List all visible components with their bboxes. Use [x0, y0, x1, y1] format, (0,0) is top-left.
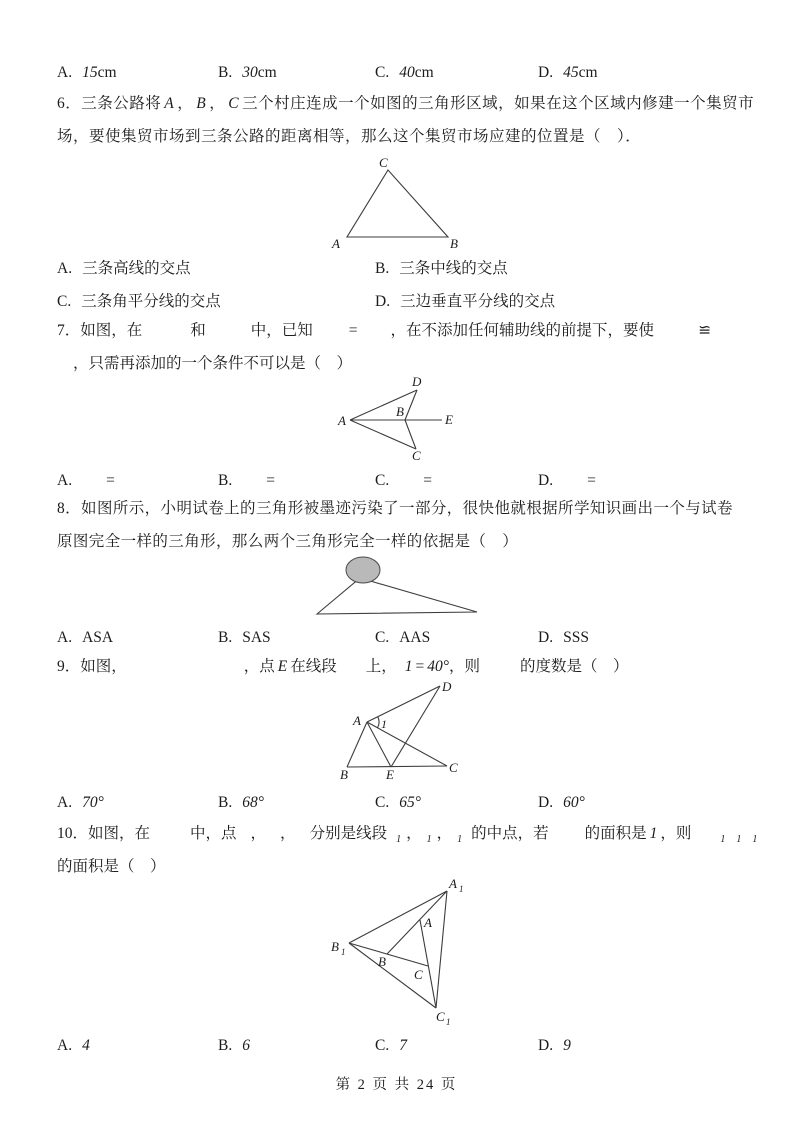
q9-text: 在线段 [290, 658, 337, 675]
q7-option-d [538, 470, 596, 492]
option-letter: C. [375, 794, 390, 811]
option-value: 70° [82, 794, 104, 811]
q8-option-b [218, 627, 271, 649]
q7-text: 和 [190, 322, 206, 339]
triangle-abc [347, 170, 448, 237]
q6-text: 6．三条公路将 [57, 95, 162, 112]
q7-option-c [375, 470, 432, 492]
option-value: 45 [563, 64, 579, 81]
page-footer: 第 2 页 共 24 页 [335, 1077, 458, 1093]
subscript-1: 1 [396, 834, 402, 845]
q9-text: 9．如图， [57, 658, 127, 675]
segment-a1b [387, 891, 447, 954]
blank [397, 669, 405, 671]
vertex-label-e: E [445, 412, 453, 427]
blank [237, 836, 251, 838]
option-value: 40 [399, 64, 415, 81]
q7-options-row [0, 470, 793, 492]
option-letter: C. [375, 64, 390, 81]
vertex-label-b: B [450, 236, 458, 251]
option-letter: A. [57, 64, 73, 81]
q7-text-line1 [57, 320, 711, 342]
comma: ， [436, 825, 453, 842]
angle-1-ref: 1 [404, 658, 413, 675]
q6-option-d [375, 291, 555, 313]
equals-sign: = [587, 472, 596, 489]
option-text: 三条角平分线的交点 [81, 293, 221, 310]
option-value: 65° [399, 794, 421, 811]
vertex-label-a1: A [449, 876, 457, 891]
option-unit: cm [257, 64, 277, 81]
q9-option-b [218, 792, 264, 814]
q6-text-line1 [57, 93, 754, 115]
vertex-label-c: C [414, 967, 423, 982]
option-text: SAS [242, 629, 271, 646]
option-letter: D. [538, 794, 554, 811]
blank [313, 333, 349, 335]
q9-text: 的度数是（ ） [520, 658, 629, 675]
option-letter: C. [375, 1037, 390, 1054]
q6-text: 三个村庄连成一个如图的三角形区域，如果在这个区域内修建一个集贸市 [242, 95, 755, 112]
q9-option-d [538, 792, 585, 814]
q10-text: ，则 [660, 825, 692, 842]
q10-text-line1 [57, 823, 758, 847]
equals-sign: = [423, 472, 432, 489]
congruent-sign: ≌ [698, 322, 712, 339]
option-letter: D. [375, 293, 391, 310]
vertex-label-c1: C [436, 1009, 445, 1024]
q10-option-d [538, 1035, 571, 1057]
option-letter: A. [57, 794, 73, 811]
q9-option-a [57, 792, 104, 814]
subscript-1: 1 [752, 834, 758, 845]
segment-a1b1 [349, 891, 447, 943]
option-letter: B. [218, 472, 233, 489]
blank [742, 836, 751, 838]
q10-option-b [218, 1035, 250, 1057]
q6-text-line2: 场，要使集贸市场到三条公路的距离相等，那么这个集贸市场应建的位置是（ ）． [57, 128, 642, 145]
q6-option-b [375, 258, 508, 280]
blank [296, 836, 310, 838]
option-text: 三边垂直平分线的交点 [400, 293, 556, 310]
q10-text: 10．如图，在 [57, 825, 151, 842]
subscript-1: 1 [720, 834, 726, 845]
blank [266, 836, 280, 838]
vertex-label-a: A [332, 236, 340, 251]
option-letter: A. [57, 472, 73, 489]
comma: ， [280, 825, 296, 842]
segment-b1c1 [349, 943, 436, 1008]
option-letter: C. [57, 293, 72, 310]
q5-options-row [0, 62, 793, 84]
blank [387, 836, 395, 838]
q10-text: 的中点，若 [471, 825, 549, 842]
segment-c1a1 [436, 891, 447, 1008]
vertex-label-d: D [442, 679, 452, 694]
q6-options-row1 [0, 258, 793, 280]
blank [337, 669, 366, 671]
q8-inkblot-figure [307, 552, 489, 624]
point-b-ref: B [196, 95, 207, 112]
subscript-1: 1 [426, 834, 432, 845]
q9-figure [330, 676, 468, 788]
q8-options-row [0, 627, 793, 649]
q10-text: 中，点 [190, 825, 237, 842]
point-e-ref: E [277, 658, 288, 675]
q9-text: ，则 [448, 658, 480, 675]
blank [480, 669, 520, 671]
vertex-label-b1: B [331, 939, 339, 954]
q8-option-c [375, 627, 430, 649]
triangle-outline [317, 578, 477, 614]
subscript-1: 1 [736, 834, 742, 845]
option-letter: B. [375, 260, 390, 277]
comma: ， [250, 825, 267, 842]
vertex-label-b: B [340, 767, 348, 782]
point-a-ref: A [164, 95, 175, 112]
equals-sign: = [266, 472, 275, 489]
option-unit: cm [578, 64, 598, 81]
q8-option-d [538, 627, 589, 649]
option-value: 4 [82, 1037, 90, 1054]
blank [422, 836, 426, 838]
blank [142, 333, 190, 335]
q5-option-b [218, 62, 277, 84]
subscript-1: 1 [457, 834, 463, 845]
q6-option-a [57, 258, 191, 280]
q5-option-a [57, 62, 117, 84]
segment-b1c [349, 943, 428, 966]
q7-text-line2: ，只需再添加的一个条件不可以是（ ） [73, 355, 353, 372]
angle-value: 40° [427, 658, 449, 675]
vertex-label-a: A [338, 413, 346, 428]
equals-sign: = [348, 322, 358, 339]
angle-arc [378, 717, 380, 728]
vertex-label-c: C [449, 760, 458, 775]
q9-text-line [57, 656, 629, 678]
angle-label-1: 1 [381, 717, 387, 731]
equals-sign: = [415, 658, 425, 675]
q10-option-a [57, 1035, 90, 1057]
blank [452, 836, 456, 838]
q5-option-c [375, 62, 434, 84]
vertex-label-e: E [386, 767, 394, 782]
q10-option-c [375, 1035, 407, 1057]
option-letter: D. [538, 629, 554, 646]
q8-text-line1: 8．如图所示，小明试卷上的三角形被墨迹污染了一部分，很快他就根据所学知识画出一个与试卷 [57, 500, 733, 517]
point-c-ref: C [228, 95, 240, 112]
q9-text: ，点 [243, 658, 275, 675]
q9-text: 上， [365, 658, 397, 675]
vertex-label-b: B [396, 404, 404, 419]
vertex-label-b1-sub: 1 [341, 947, 346, 957]
option-unit: cm [97, 64, 117, 81]
option-letter: C. [375, 629, 390, 646]
blank [206, 333, 251, 335]
blank [127, 669, 244, 671]
option-text: 三条高线的交点 [82, 260, 191, 277]
option-value: 15 [82, 64, 98, 81]
q6-option-c [57, 291, 221, 313]
vertex-label-a: A [424, 915, 432, 930]
ink-blot [346, 557, 380, 583]
q10-text: 分别是线段 [309, 825, 388, 842]
q9-options-row [0, 792, 793, 814]
segment-bc [347, 766, 447, 767]
area-value: 1 [649, 825, 658, 842]
q10-options-row [0, 1035, 793, 1057]
blank [654, 333, 698, 335]
q7-option-b [218, 470, 275, 492]
blank [549, 836, 585, 838]
option-letter: A. [57, 260, 73, 277]
comma: ， [177, 95, 194, 112]
blank [691, 836, 719, 838]
option-letter: B. [218, 1037, 233, 1054]
blank [150, 836, 190, 838]
option-value: 60° [563, 794, 585, 811]
q10-text-line2: 的面积是（ ） [57, 858, 166, 875]
vertex-label-a1-sub: 1 [459, 884, 464, 894]
option-value: 30 [242, 64, 258, 81]
blank [726, 836, 735, 838]
option-letter: C. [375, 472, 390, 489]
segment-ba [347, 722, 367, 767]
vertex-label-c: C [412, 448, 421, 463]
blank [463, 836, 471, 838]
vertex-label-b: B [378, 954, 386, 969]
q10-figure [325, 874, 477, 1032]
option-value: 68° [242, 794, 264, 811]
vertex-label-c1-sub: 1 [446, 1017, 451, 1027]
q7-option-a [57, 470, 115, 492]
q7-text: 中，已知 [250, 322, 313, 339]
option-letter: D. [538, 472, 554, 489]
comma: ， [406, 825, 422, 842]
q7-text: ，在不添加任何辅助线的前提下，要使 [390, 322, 655, 339]
comma: ， [209, 95, 226, 112]
q8-text-line2: 原图完全一样的三角形，那么两个三角形完全一样的依据是（ ） [57, 533, 519, 550]
option-unit: cm [414, 64, 434, 81]
q5-option-d [538, 62, 598, 84]
option-text: SSS [563, 629, 589, 646]
q6-options-row2 [0, 291, 793, 313]
option-letter: B. [218, 64, 233, 81]
option-letter: A. [57, 629, 73, 646]
vertex-label-d: D [412, 374, 422, 389]
q6-triangle-figure [332, 153, 464, 251]
option-text: AAS [399, 629, 431, 646]
option-letter: B. [218, 629, 233, 646]
option-letter: A. [57, 1037, 73, 1054]
vertex-label-c: C [379, 155, 388, 170]
q10-text: 的面积是 [584, 825, 647, 842]
q9-option-c [375, 792, 421, 814]
option-value: 6 [242, 1037, 250, 1054]
vertex-label-a: A [353, 713, 361, 728]
option-letter: B. [218, 794, 233, 811]
q8-option-a [57, 627, 113, 649]
option-value: 9 [563, 1037, 571, 1054]
option-text: ASA [82, 629, 114, 646]
equals-sign: = [106, 472, 115, 489]
option-value: 7 [399, 1037, 407, 1054]
blank [358, 333, 391, 335]
option-letter: D. [538, 64, 554, 81]
q7-figure [338, 376, 456, 466]
option-text: 三条中线的交点 [399, 260, 508, 277]
q7-text: 7．如图，在 [57, 322, 143, 339]
option-letter: D. [538, 1037, 554, 1054]
